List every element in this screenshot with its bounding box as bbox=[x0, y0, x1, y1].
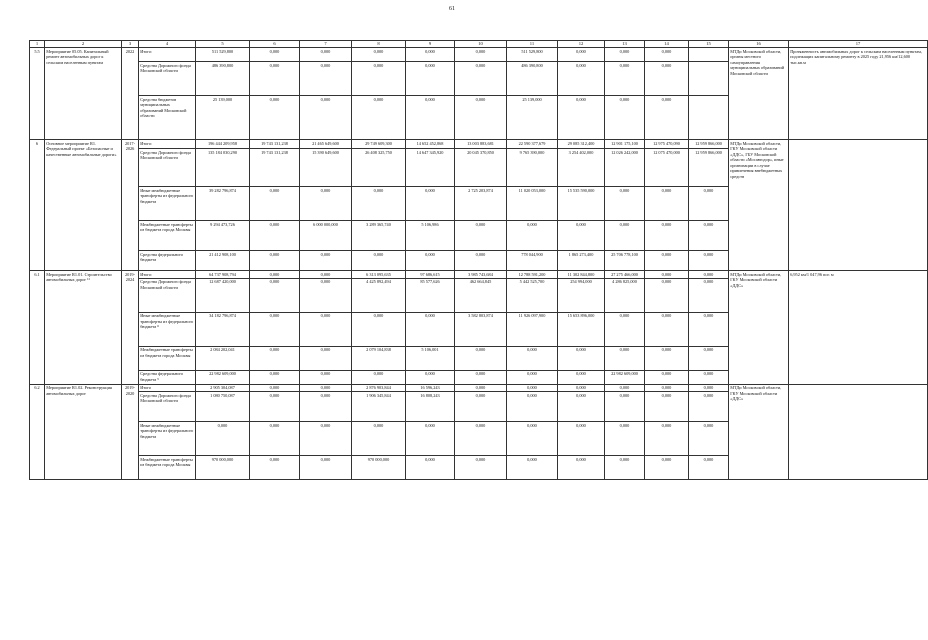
column-number: 3 bbox=[122, 41, 139, 48]
amount-cell: 0,000 bbox=[455, 96, 507, 140]
amount-cell: 39 282 796,874 bbox=[196, 187, 250, 221]
amount-cell: 0,000 bbox=[352, 312, 406, 346]
amount-cell: 0,000 bbox=[645, 392, 689, 422]
amount-cell: 2 725 203,874 bbox=[455, 187, 507, 221]
item-years: 2022 bbox=[122, 48, 139, 140]
amount-cell: 0,000 bbox=[645, 370, 689, 384]
item-executor: МТДи Московской области, ГКУ Московской области «ДДС», ГБУ Московской области «Мосавтодор», иные организации в случае привлечения внебюджетных средств bbox=[729, 140, 789, 271]
column-number: 4 bbox=[139, 41, 196, 48]
amount-cell: 0,000 bbox=[250, 271, 300, 279]
amount-cell: 0,000 bbox=[507, 392, 558, 422]
amount-cell: 2 876 903,844 bbox=[352, 384, 406, 392]
amount-cell: 0,000 bbox=[558, 392, 605, 422]
column-number: 11 bbox=[507, 41, 558, 48]
amount-cell: 0,000 bbox=[300, 271, 352, 279]
amount-cell: 0,000 bbox=[605, 187, 645, 221]
amount-cell: 0,000 bbox=[689, 392, 729, 422]
amount-cell: 0,000 bbox=[300, 312, 352, 346]
item-years: 2019-2024 bbox=[122, 271, 139, 385]
amount-cell: 0,000 bbox=[507, 384, 558, 392]
amount-cell: 0,000 bbox=[300, 62, 352, 96]
amount-cell: 0,000 bbox=[406, 422, 455, 456]
amount-cell: 0,000 bbox=[689, 422, 729, 456]
amount-cell: 0,000 bbox=[689, 221, 729, 251]
amount-cell: 778 044,900 bbox=[507, 251, 558, 271]
amount-cell: 0,000 bbox=[352, 251, 406, 271]
column-number: 7 bbox=[300, 41, 352, 48]
amount-cell: 0,000 bbox=[507, 422, 558, 456]
amount-cell: 0,000 bbox=[250, 422, 300, 456]
amount-cell: 12 075 470,000 bbox=[645, 149, 689, 187]
funding-source: Итого bbox=[139, 384, 196, 392]
amount-cell: 3 985 743,684 bbox=[455, 271, 507, 279]
amount-cell: 15 653 896,000 bbox=[558, 312, 605, 346]
funding-source: Иные межбюджетные трансферты из федерального бюджета bbox=[139, 422, 196, 456]
amount-cell: 0,000 bbox=[406, 48, 455, 62]
amount-cell: 0,000 bbox=[507, 221, 558, 251]
amount-cell: 12 687 420,000 bbox=[196, 278, 250, 312]
amount-cell: 26 408 325,750 bbox=[352, 149, 406, 187]
amount-cell: 135 184 030,290 bbox=[196, 149, 250, 187]
amount-cell: 0,000 bbox=[352, 370, 406, 384]
item-years: 2017-2026 bbox=[122, 140, 139, 271]
amount-cell: 0,000 bbox=[558, 221, 605, 251]
column-number: 8 bbox=[352, 41, 406, 48]
amount-cell: 21 465 649,600 bbox=[300, 140, 352, 149]
amount-cell: 0,000 bbox=[645, 187, 689, 221]
amount-cell: 0,000 bbox=[300, 346, 352, 370]
funding-source: Средства Дорожного фонда Московской области bbox=[139, 278, 196, 312]
item-executor: МТДи Московской области, ГКУ Московской области «ДДС» bbox=[729, 384, 789, 480]
item-number: 6 bbox=[30, 140, 45, 271]
amount-cell: 0,000 bbox=[455, 48, 507, 62]
amount-cell: 13 003 883,681 bbox=[455, 140, 507, 149]
amount-cell: 0,000 bbox=[605, 346, 645, 370]
amount-cell: 11 302 844,800 bbox=[558, 271, 605, 279]
amount-cell: 0,000 bbox=[689, 456, 729, 480]
amount-cell: 0,000 bbox=[455, 221, 507, 251]
amount-cell bbox=[689, 96, 729, 140]
amount-cell: 0,000 bbox=[605, 422, 645, 456]
column-number-row bbox=[30, 41, 928, 48]
amount-cell: 0,000 bbox=[645, 48, 689, 62]
amount-cell: 0,000 bbox=[605, 384, 645, 392]
funding-source: Межбюджетные трансферты из бюджета города Москвы bbox=[139, 346, 196, 370]
item-name: Основное мероприятие R1. Федеральный проект «Безопасные и качественные автомобильные дороги» bbox=[45, 140, 122, 271]
item-executor: МТДи Московской области, ГКУ Московской области «ДДС» bbox=[729, 271, 789, 385]
amount-cell: 0,000 bbox=[645, 346, 689, 370]
amount-cell: 0,000 bbox=[250, 48, 300, 62]
item-name: Мероприятие 05.05. Капитальный ремонт автомобильных дорог к сельским населенным пунктам bbox=[45, 48, 122, 140]
amount-cell: 0,000 bbox=[300, 187, 352, 221]
item-result bbox=[789, 140, 928, 271]
amount-cell: 22 590 377,679 bbox=[507, 140, 558, 149]
column-number: 12 bbox=[558, 41, 605, 48]
amount-cell: 27 275 466,000 bbox=[605, 271, 645, 279]
funding-source: Средства федерального бюджета ⁹ bbox=[139, 370, 196, 384]
amount-cell: 0,000 bbox=[645, 96, 689, 140]
amount-cell: 19 743 131,238 bbox=[250, 140, 300, 149]
amount-cell: 12 788 591,200 bbox=[507, 271, 558, 279]
amount-cell: 0,000 bbox=[250, 221, 300, 251]
amount-cell: 29 085 312,400 bbox=[558, 140, 605, 149]
amount-cell: 14 647 345,920 bbox=[406, 149, 455, 187]
amount-cell: 0,000 bbox=[250, 456, 300, 480]
amount-cell: 0,000 bbox=[300, 422, 352, 456]
amount-cell: 3 254 402,000 bbox=[558, 149, 605, 187]
amount-cell: 970 000,000 bbox=[352, 456, 406, 480]
amount-cell: 2 905 304,087 bbox=[196, 384, 250, 392]
funding-source: Межбюджетные трансферты из бюджета города Москвы bbox=[139, 221, 196, 251]
item-result bbox=[789, 384, 928, 480]
amount-cell: 0,000 bbox=[455, 62, 507, 96]
column-number: 13 bbox=[605, 41, 645, 48]
amount-cell: 16 596,243 bbox=[406, 384, 455, 392]
column-number: 2 bbox=[45, 41, 122, 48]
funding-source: Средства федерального бюджета bbox=[139, 251, 196, 271]
amount-cell: 2 079 104,838 bbox=[352, 346, 406, 370]
amount-cell: 0,000 bbox=[455, 384, 507, 392]
amount-cell: 0,000 bbox=[352, 96, 406, 140]
amount-cell: 0,000 bbox=[300, 48, 352, 62]
amount-cell: 12 959 866,000 bbox=[689, 140, 729, 149]
column-number: 5 bbox=[196, 41, 250, 48]
amount-cell: 29 749 609,300 bbox=[352, 140, 406, 149]
amount-cell: 25 139,000 bbox=[196, 96, 250, 140]
amount-cell: 5 442 525,700 bbox=[507, 278, 558, 312]
amount-cell: 0,000 bbox=[645, 384, 689, 392]
amount-cell: 0,000 bbox=[558, 422, 605, 456]
amount-cell: 21 412 908,100 bbox=[196, 251, 250, 271]
amount-cell: 0,000 bbox=[507, 456, 558, 480]
amount-cell: 254 994,000 bbox=[558, 278, 605, 312]
column-number: 16 bbox=[729, 41, 789, 48]
item-result: 6,952 км/1 047,96 пог. м bbox=[789, 271, 928, 385]
amount-cell: 9 765 390,000 bbox=[507, 149, 558, 187]
funding-source: Средства Дорожного фонда Московской области bbox=[139, 149, 196, 187]
amount-cell: 15 390 649,600 bbox=[300, 149, 352, 187]
item-years: 2019-2020 bbox=[122, 384, 139, 480]
table-row bbox=[30, 384, 928, 392]
amount-cell: 0,000 bbox=[406, 251, 455, 271]
funding-source: Иные межбюджетные трансферты из федерального бюджета ⁸ bbox=[139, 312, 196, 346]
amount-cell: 0,000 bbox=[605, 48, 645, 62]
funding-source: Средства бюджетов муниципальных образований Московской области bbox=[139, 96, 196, 140]
funding-source: Средства Дорожного фонда Московской области bbox=[139, 392, 196, 422]
amount-cell: 0,000 bbox=[689, 187, 729, 221]
amount-cell: 0,000 bbox=[689, 278, 729, 312]
amount-cell: 0,000 bbox=[645, 312, 689, 346]
funding-source: Средства Дорожного фонда Московской области bbox=[139, 62, 196, 96]
amount-cell: 0,000 bbox=[455, 456, 507, 480]
amount-cell: 0,000 bbox=[406, 187, 455, 221]
table-row bbox=[30, 271, 928, 279]
amount-cell: 0,000 bbox=[300, 392, 352, 422]
amount-cell: 0,000 bbox=[605, 62, 645, 96]
item-name: Мероприятие R1.01. Строительство автомобильных дорог ¹¹ bbox=[45, 271, 122, 385]
amount-cell: 0,000 bbox=[689, 312, 729, 346]
amount-cell: 3 582 803,874 bbox=[455, 312, 507, 346]
amount-cell: 0,000 bbox=[352, 187, 406, 221]
amount-cell: 0,000 bbox=[352, 48, 406, 62]
column-number: 10 bbox=[455, 41, 507, 48]
amount-cell: 64 737 908,794 bbox=[196, 271, 250, 279]
amount-cell: 0,000 bbox=[558, 48, 605, 62]
amount-cell: 196 444 209,958 bbox=[196, 140, 250, 149]
amount-cell: 0,000 bbox=[645, 456, 689, 480]
amount-cell: 0,000 bbox=[689, 370, 729, 384]
column-number: 1 bbox=[30, 41, 45, 48]
amount-cell: 0,000 bbox=[250, 187, 300, 221]
amount-cell: 5 106,986 bbox=[406, 221, 455, 251]
amount-cell: 1 080 750,087 bbox=[196, 392, 250, 422]
amount-cell: 6 000 000,000 bbox=[300, 221, 352, 251]
amount-cell: 0,000 bbox=[645, 278, 689, 312]
amount-cell: 12 026 242,000 bbox=[605, 149, 645, 187]
amount-cell: 0,000 bbox=[455, 392, 507, 422]
amount-cell: 1 865 273,400 bbox=[558, 251, 605, 271]
page-number: 61 bbox=[449, 6, 455, 12]
amount-cell: 0,000 bbox=[250, 384, 300, 392]
amount-cell: 1 906 345,844 bbox=[352, 392, 406, 422]
amount-cell: 0,000 bbox=[352, 422, 406, 456]
amount-cell: 0,000 bbox=[406, 312, 455, 346]
amount-cell: 4 286 825,000 bbox=[605, 278, 645, 312]
item-number: 6.2 bbox=[30, 384, 45, 480]
amount-cell: 5 106,001 bbox=[406, 346, 455, 370]
program-table bbox=[29, 40, 928, 480]
table-row bbox=[30, 48, 928, 62]
funding-source: Итого: bbox=[139, 140, 196, 149]
amount-cell: 85 577,626 bbox=[406, 278, 455, 312]
amount-cell: 0,000 bbox=[300, 278, 352, 312]
amount-cell: 0,000 bbox=[558, 96, 605, 140]
amount-cell: 0,000 bbox=[605, 312, 645, 346]
amount-cell: 4 425 892,494 bbox=[352, 278, 406, 312]
amount-cell: 0,000 bbox=[250, 312, 300, 346]
amount-cell: 12 975 470,090 bbox=[645, 140, 689, 149]
amount-cell: 0,000 bbox=[300, 456, 352, 480]
amount-cell: 0,000 bbox=[250, 346, 300, 370]
item-name: Мероприятие R1.02. Реконструкция автомобильных дорог bbox=[45, 384, 122, 480]
amount-cell: 0,000 bbox=[406, 96, 455, 140]
amount-cell: 0,000 bbox=[645, 221, 689, 251]
amount-cell: 0,000 bbox=[455, 346, 507, 370]
amount-cell: 511 529,800 bbox=[507, 48, 558, 62]
amount-cell: 0,000 bbox=[689, 346, 729, 370]
amount-cell: 0,000 bbox=[352, 62, 406, 96]
amount-cell: 15 535 590,000 bbox=[558, 187, 605, 221]
amount-cell: 0,000 bbox=[645, 62, 689, 96]
amount-cell: 0,000 bbox=[406, 456, 455, 480]
amount-cell: 0,000 bbox=[558, 346, 605, 370]
amount-cell: 14 652 452,868 bbox=[406, 140, 455, 149]
amount-cell bbox=[689, 48, 729, 62]
funding-source: Итого: bbox=[139, 271, 196, 279]
amount-cell: 0,000 bbox=[689, 251, 729, 271]
amount-cell: 0,000 bbox=[300, 370, 352, 384]
amount-cell: 0,000 bbox=[455, 370, 507, 384]
amount-cell: 0,000 bbox=[645, 251, 689, 271]
amount-cell: 0,000 bbox=[605, 221, 645, 251]
amount-cell: 0,000 bbox=[250, 62, 300, 96]
amount-cell: 0,000 bbox=[250, 251, 300, 271]
column-number: 9 bbox=[406, 41, 455, 48]
item-executor: МТДи Московской области, органы местного самоуправления муниципальных образований Московской области bbox=[729, 48, 789, 140]
funding-source: Межбюджетные трансферты из бюджета города Москвы bbox=[139, 456, 196, 480]
column-number: 15 bbox=[689, 41, 729, 48]
amount-cell: 0,000 bbox=[689, 384, 729, 392]
amount-cell: 0,000 bbox=[507, 346, 558, 370]
amount-cell: 22 982 609,000 bbox=[605, 370, 645, 384]
amount-cell: 0,000 bbox=[558, 456, 605, 480]
amount-cell: 0,000 bbox=[558, 384, 605, 392]
amount-cell: 0,000 bbox=[300, 96, 352, 140]
amount-cell: 0,000 bbox=[605, 96, 645, 140]
column-number: 6 bbox=[250, 41, 300, 48]
amount-cell: 0,000 bbox=[645, 271, 689, 279]
amount-cell: 0,000 bbox=[507, 370, 558, 384]
amount-cell: 12 959 866,000 bbox=[689, 149, 729, 187]
amount-cell: 0,000 bbox=[558, 62, 605, 96]
amount-cell: 22 982 609,000 bbox=[196, 370, 250, 384]
amount-cell: 25 706 778,100 bbox=[605, 251, 645, 271]
amount-cell: 11 020 053,000 bbox=[507, 187, 558, 221]
amount-cell: 970 000,000 bbox=[196, 456, 250, 480]
amount-cell: 11 926 097,900 bbox=[507, 312, 558, 346]
amount-cell: 0,000 bbox=[605, 392, 645, 422]
item-result: Протяженность автомобильных дорог к сельским населенным пунктам, подлежащих капитальному ремонту в 2025 году 21,956 км/12,600 тыс.кв.м bbox=[789, 48, 928, 140]
item-number: 6.1 bbox=[30, 271, 45, 385]
amount-cell: 34 182 796,874 bbox=[196, 312, 250, 346]
amount-cell: 0,000 bbox=[645, 422, 689, 456]
amount-cell: 9 294 473,726 bbox=[196, 221, 250, 251]
amount-cell: 25 139,000 bbox=[507, 96, 558, 140]
amount-cell: 0,000 bbox=[300, 384, 352, 392]
amount-cell bbox=[689, 62, 729, 96]
funding-source: Итого: bbox=[139, 48, 196, 62]
amount-cell: 19 743 131,238 bbox=[250, 149, 300, 187]
amount-cell: 0,000 bbox=[406, 62, 455, 96]
column-number: 14 bbox=[645, 41, 689, 48]
amount-cell: 0,000 bbox=[455, 422, 507, 456]
amount-cell: 0,000 bbox=[558, 370, 605, 384]
amount-cell: 3 289 365,740 bbox=[352, 221, 406, 251]
amount-cell: 20 045 370,850 bbox=[455, 149, 507, 187]
amount-cell: 0,000 bbox=[406, 370, 455, 384]
amount-cell: 0,000 bbox=[250, 278, 300, 312]
column-number: 17 bbox=[789, 41, 928, 48]
amount-cell: 511 529,800 bbox=[196, 48, 250, 62]
amount-cell: 16 808,243 bbox=[406, 392, 455, 422]
amount-cell: 12 901 175,100 bbox=[605, 140, 645, 149]
amount-cell: 486 390,800 bbox=[196, 62, 250, 96]
amount-cell: 97 686,615 bbox=[406, 271, 455, 279]
table-row bbox=[30, 140, 928, 149]
funding-source: Иные межбюджетные трансферты из федерального бюджета bbox=[139, 187, 196, 221]
amount-cell: 0,000 bbox=[455, 251, 507, 271]
amount-cell: 486 390,800 bbox=[507, 62, 558, 96]
amount-cell: 0,000 bbox=[250, 392, 300, 422]
amount-cell: 6 313 095,635 bbox=[352, 271, 406, 279]
amount-cell: 0,000 bbox=[196, 422, 250, 456]
item-number: 5.5 bbox=[30, 48, 45, 140]
amount-cell: 0,000 bbox=[605, 456, 645, 480]
amount-cell: 0,000 bbox=[300, 251, 352, 271]
amount-cell: 0,000 bbox=[250, 370, 300, 384]
amount-cell: 462 664,845 bbox=[455, 278, 507, 312]
amount-cell: 2 084 202,041 bbox=[196, 346, 250, 370]
amount-cell: 0,000 bbox=[689, 271, 729, 279]
amount-cell: 0,000 bbox=[250, 96, 300, 140]
